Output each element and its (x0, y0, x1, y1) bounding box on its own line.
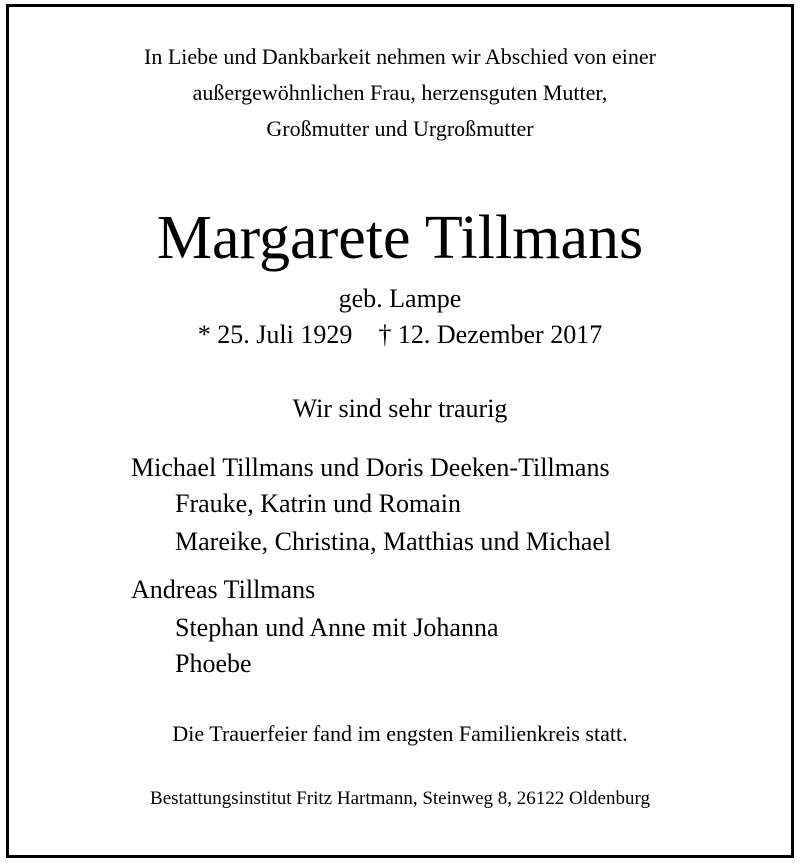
mourning-message: Wir sind sehr traurig (292, 394, 508, 423)
obituary-notice (6, 4, 794, 858)
deceased-name: Margarete Tillmans (156, 204, 644, 272)
mourner-group-1-child-1: Frauke, Katrin und Romain (175, 489, 461, 518)
mourner-group-1-child-2: Mareike, Christina, Matthias und Michael (175, 527, 612, 556)
birth-date: * 25. Juli 1929 (197, 320, 353, 349)
intro-line-3: Großmutter und Urgroßmutter (266, 116, 534, 141)
mourner-group-2-head: Andreas Tillmans (131, 575, 316, 604)
intro-line-2: außergewöhnlichen Frau, herzensguten Mutter, (192, 80, 608, 105)
mourner-group-2-child-1: Stephan und Anne mit Johanna (175, 613, 499, 642)
undertaker-address: Bestattungsinstitut Fritz Hartmann, Steinweg 8, 26122 Oldenburg (150, 788, 650, 809)
intro-line-1: In Liebe und Dankbarkeit nehmen wir Abschied von einer (144, 44, 656, 69)
service-note: Die Trauerfeier fand im engsten Familienkreis statt. (172, 721, 628, 746)
mourner-group-2-child-2: Phoebe (175, 649, 252, 678)
life-dates (9, 319, 791, 351)
death-date: † 12. Dezember 2017 (378, 320, 603, 349)
maiden-name: geb. Lampe (338, 284, 462, 313)
mourner-group-1-head: Michael Tillmans und Doris Deeken-Tillmans (131, 453, 610, 482)
